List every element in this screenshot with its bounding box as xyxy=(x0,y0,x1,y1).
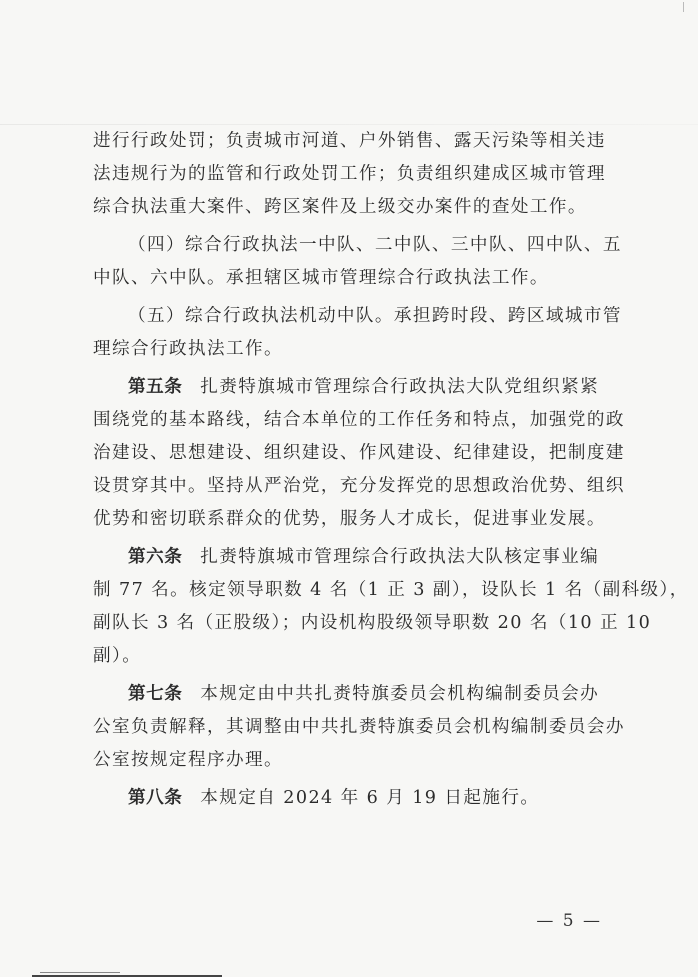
text-line: 进行行政处罚；负责城市河道、户外销售、露天污染等相关违 xyxy=(93,131,606,151)
text-line: 治建设、思想建设、组织建设、作风建设、纪律建设，把制度建 xyxy=(93,443,625,463)
article-8-heading: 第八条 xyxy=(128,788,183,808)
text-line: 本规定由中共扎赉特旗委员会机构编制委员会办 xyxy=(200,684,600,704)
text-line: 扎赉特旗城市管理综合行政执法大队核定事业编 xyxy=(200,547,600,567)
text-line: 中队、六中队。承担辖区城市管理综合行政执法工作。 xyxy=(93,268,549,288)
article-6-heading: 第六条 xyxy=(128,547,183,567)
article-5 xyxy=(93,371,625,536)
text-line: （四）综合行政执法一中队、二中队、三中队、四中队、五 xyxy=(128,235,622,255)
article-7-heading: 第七条 xyxy=(128,684,183,704)
article-7 xyxy=(93,678,625,777)
text-line: 扎赉特旗城市管理综合行政执法大队党组织紧紧 xyxy=(200,377,600,397)
text-line: 设贯穿其中。坚持从严治党，充分发挥党的思想政治优势、组织 xyxy=(93,476,625,496)
scan-corner-mark xyxy=(679,2,684,12)
text-line: 副）。 xyxy=(93,646,142,666)
text-line: 公室按规定程序办理。 xyxy=(93,750,283,770)
scan-bottom-mark xyxy=(40,972,120,973)
page-number: — 5 — xyxy=(536,911,602,931)
text-line: 制 77 名。核定领导职数 4 名（1 正 3 副），设队长 1 名（副科级）， xyxy=(93,580,689,600)
text-line: 本规定自 2024 年 6 月 19 日起施行。 xyxy=(200,788,540,808)
text-line: 理综合行政执法工作。 xyxy=(93,339,283,359)
text-line: 法违规行为的监管和行政处罚工作；负责组织建成区城市管理 xyxy=(93,164,606,184)
article-5-heading: 第五条 xyxy=(128,377,183,397)
text-line: 优势和密切联系群众的优势，服务人才成长，促进事业发展。 xyxy=(93,509,606,529)
text-line: 综合执法重大案件、跨区案件及上级交办案件的查处工作。 xyxy=(93,197,587,217)
text-line: （五）综合行政执法机动中队。承担跨时段、跨区域城市管 xyxy=(128,306,622,326)
article-6 xyxy=(93,541,689,673)
document-body xyxy=(93,125,689,815)
paragraph-item-4 xyxy=(93,229,622,295)
text-line: 围绕党的基本路线，结合本单位的工作任务和特点，加强党的政 xyxy=(93,410,625,430)
paragraph-continuation xyxy=(93,125,613,224)
paragraph-item-5 xyxy=(93,300,622,366)
article-8 xyxy=(93,782,613,815)
text-line: 公室负责解释，其调整由中共扎赉特旗委员会机构编制委员会办 xyxy=(93,717,625,737)
text-line: 副队长 3 名（正股级）；内设机构股级领导职数 20 名（10 正 10 xyxy=(93,613,652,633)
